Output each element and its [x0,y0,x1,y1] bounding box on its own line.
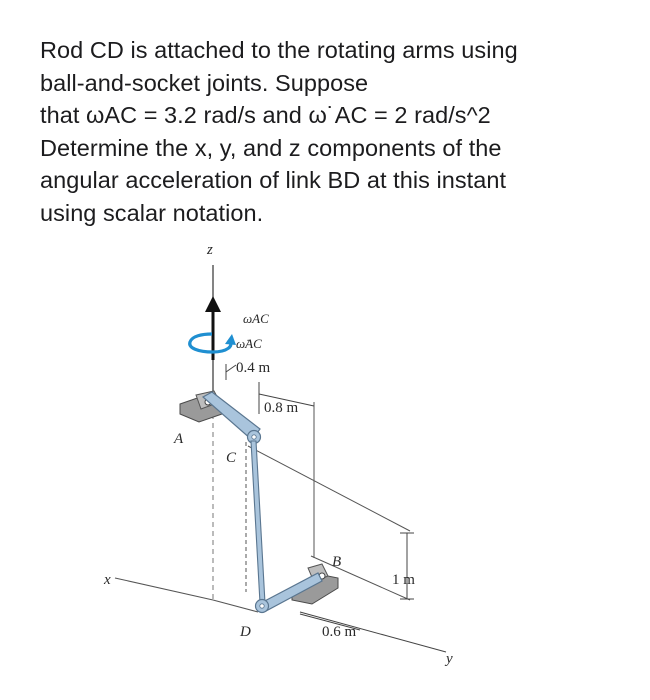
rotation-arc [190,334,231,352]
y-axis-label: y [446,651,453,667]
dim-height-label: 1 m [392,572,415,588]
omega-ac-label: ωAC [243,311,269,326]
x-axis-label: x [104,572,111,588]
point-d-label: D [240,624,251,640]
rotation-arrow-head [225,334,236,345]
problem-line-1: Rod CD is attached to the rotating arms using [40,37,518,63]
point-c-label: C [226,450,237,466]
z-axis [206,242,213,600]
base-line-to-d [213,600,258,612]
problem-line-4: Determine the x, y, and z components of the [40,134,502,161]
problem-line-6: using scalar notation. [40,199,264,226]
ref-line-upper [248,446,410,531]
dim-arm-bd [300,614,360,640]
rod-cd [251,441,265,603]
omega-arrow-head [205,296,221,312]
dim-arm-ac [226,360,271,380]
problem-line-5: angular acceleration of link BD at this instant [40,167,507,193]
joint-c-center [252,435,256,439]
dim-arm-ac-leader [226,365,236,372]
dim-offset-z [259,382,314,558]
dim-offset-z-label: 0.8 m [264,400,299,416]
omega-dot-ac-label: ω̇AC [236,336,262,351]
dim-arm-ac-label: 0.4 m [236,360,271,376]
x-axis-line [115,578,213,600]
point-b-label: B [332,554,342,570]
joint-d-center [260,604,264,608]
dim-height [392,533,415,599]
problem-line-3: that ωAC = 3.2 rad/s and ω˙AC = 2 rad/s^2 [40,102,491,128]
problem-line-2: ball-and-socket joints. Suppose [40,69,369,96]
dim-arm-bd-label: 0.6 m [322,624,357,640]
point-a-label: A [174,431,184,447]
z-axis-label: z [207,242,213,258]
